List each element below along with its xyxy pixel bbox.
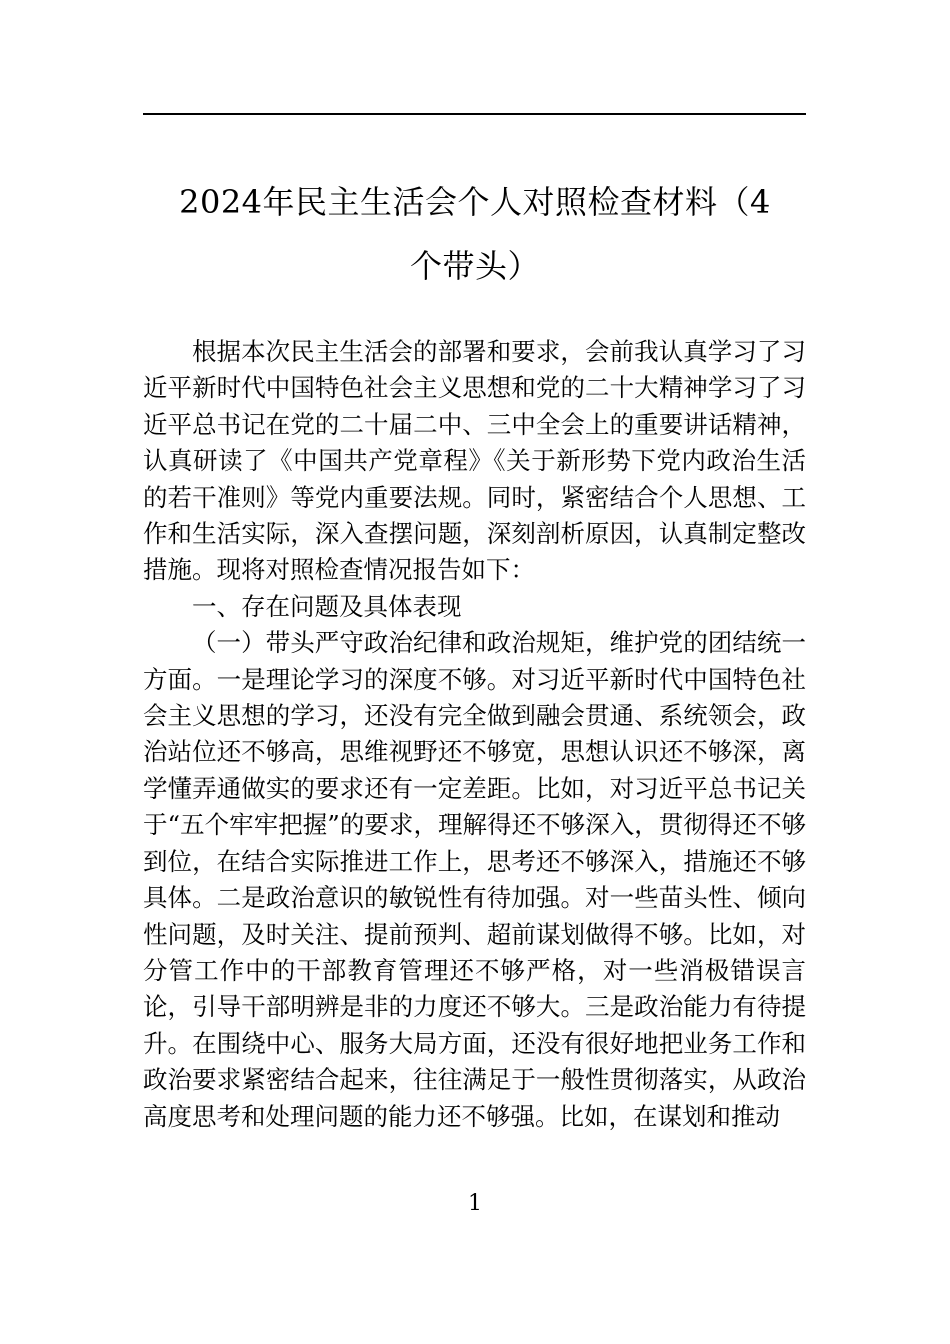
section-heading: 一、存在问题及具体表现 xyxy=(192,591,462,621)
title-line-2: 个带头） xyxy=(409,247,540,285)
document-title xyxy=(150,170,800,298)
section-paragraph: （一）带头严守政治纪律和政治规矩，维护党的团结统一方面。一是理论学习的深度不够。对习近平新时代中国特色社会主义思想的学习，还没有完全做到融会贯通、系统领会，政治站位还不够高，思维视野还不够宽，思想认识还不够深，离学懂弄通做实的要求还有一定差距。比如，对习近平总书记关于“五个牢牢把握”的要求，理解得还不够深入，贯彻得还不够到位，在结合实际推进工作上，思考还不够深入，措施还不够具体。二是政治意识的敏锐性有待加强。对一些苗头性、倾向性问题，及时关注、提前预判、超前谋划做得不够。比如，对分管工作中的干部教育管理还不够严格，对一些消极错误言论，引导干部明辨是非的力度还不够大。三是政治能力有待提升。在围绕中心、服务大局方面，还没有很好地把业务工作和政治要求紧密结合起来，往往满足于一般性贯彻落实，从政治高度思考和处理问题的能力还不够强。比如，在谋划和推动 xyxy=(143,628,806,1131)
title-line-1: 2024年民主生活会个人对照检查材料（4 xyxy=(179,183,771,221)
page-number: 1 xyxy=(468,1191,482,1216)
header-rule xyxy=(143,113,806,115)
document-body xyxy=(143,334,806,1135)
intro-paragraph: 根据本次民主生活会的部署和要求，会前我认真学习了习近平新时代中国特色社会主义思想和党的二十大精神学习了习近平总书记在党的二十届二中、三中全会上的重要讲话精神，认真研读了《中国共产党章程》《关于新形势下党内政治生活的若干准则》等党内重要法规。同时，紧密结合个人思想、工作和生活实际，深入查摆问题，深刻剖析原因，认真制定整改措施。现将对照检查情况报告如下： xyxy=(143,337,806,585)
